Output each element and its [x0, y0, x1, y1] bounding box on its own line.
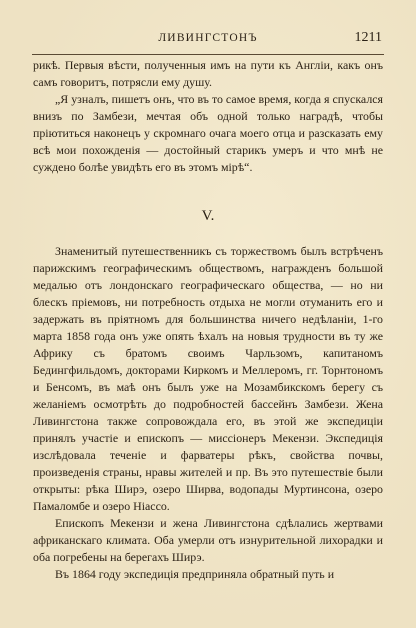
bottom-text-block	[33, 243, 383, 583]
page-number: 1211	[354, 30, 382, 45]
running-header-title: ЛИВИНГСТОНЪ	[158, 32, 258, 44]
section-heading: V.	[201, 208, 215, 224]
paragraph-return: Въ 1864 году экспедиція предприняла обратный путь и	[55, 567, 335, 581]
paragraph-quote: „Я узналъ, пишетъ онъ, что въ то самое время, когда я спускался внизъ по Замбези, мечтая объ одной только наградѣ, чтобы пріютиться наконецъ у скромнаго очага моего отца и разсказать ему всѣ мои похожденія — достойный старикъ умеръ и что мнѣ не суждено болѣе увидѣть его въ этомъ мірѣ“.	[33, 92, 383, 174]
paragraph-continuation: рикѣ. Первыя вѣсти, полученныя имъ на пути къ Англіи, какъ онъ самъ говоритъ, потрясли ему душу.	[33, 58, 383, 89]
paragraph-expedition: Знаменитый путешественникъ съ торжествомъ былъ встрѣченъ парижскимъ географическимъ обществомъ, награжденъ большой медалью отъ лондонскаго географическаго общества, — но ни блескъ пріемовъ, ни потребность отдыха не могли отуманить его и задержать въ пріятномъ для большинства ничего недѣланіи, 1-го марта 1858 года онъ уже опять ѣхалъ на новыя трудности въ ту же Африку съ братомъ своимъ Чарльзомъ, капитаномъ Бедингфильдомъ, докторами Киркомъ и Меллеромъ, гг. Торнтономъ и Бенсомъ, въ маѣ онъ былъ уже на Мозамбикскомъ берегу съ желаніемъ осмотрѣть до подробностей бассейнъ Замбези. Жена Ливингстона также сопровождала его, въ этой же экспедиціи принялъ участіе и епископъ — миссіонеръ Мекензи. Экспедиція изслѣдовала теченіе и фарватеры рѣкъ, свойства почвы, произведенія страны, нравы жителей и пр. Въ это путешествіе были открыты: рѣка Ширэ, озеро Ширва, водопады Муртинсона, озеро Памаломбе и озеро Ніассо.	[33, 244, 383, 513]
paragraph-deaths: Епископъ Мекензи и жена Ливингстона сдѣлались жертвами африканскаго климата. Оба умерли отъ изнурительной лихорадки и оба погребены на берегахъ Ширэ.	[33, 516, 383, 564]
top-text-block	[33, 57, 383, 176]
header-rule	[32, 54, 384, 55]
